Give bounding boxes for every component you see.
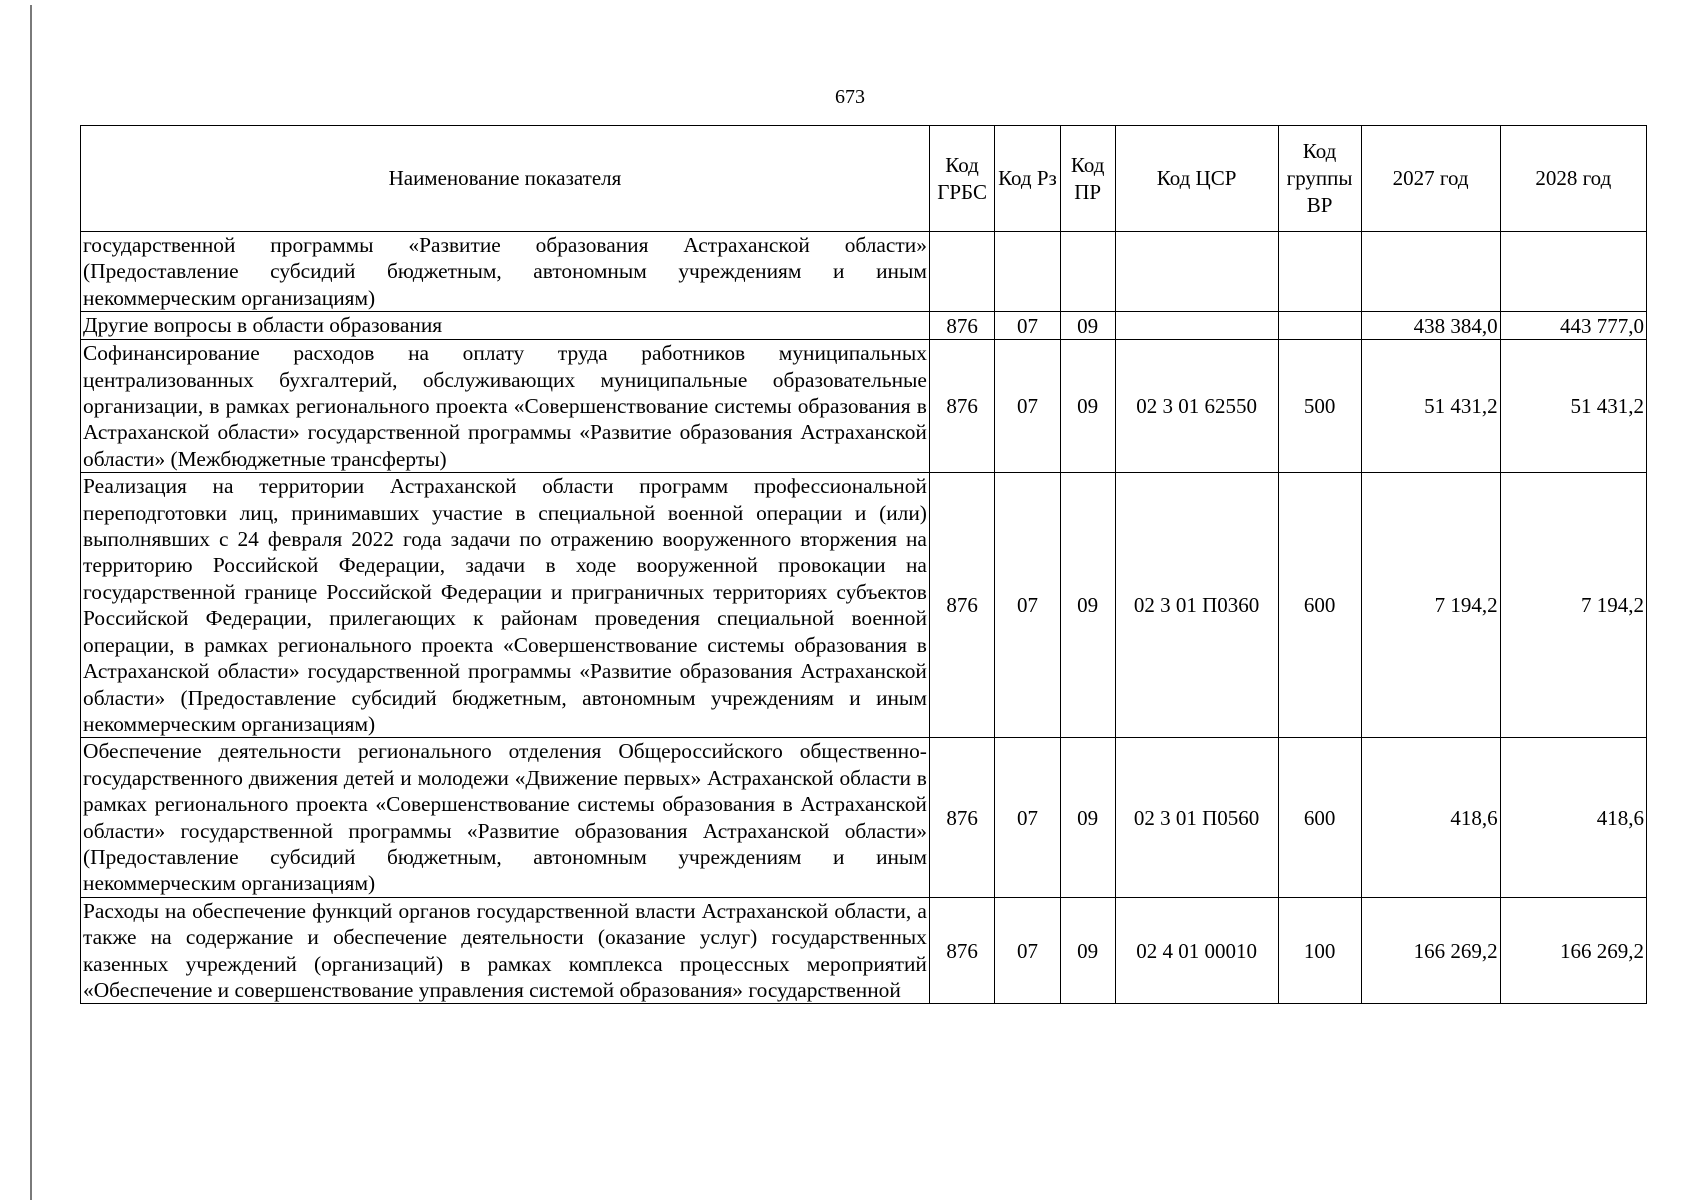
row-grbs: 876: [929, 897, 994, 1004]
row-name: Софинансирование расходов на оплату труда работников муниципальных централизованных бухгалтерий, обслуживающих муниципальные образовательные организации, в рамках регионального проекта «Совершенствование системы образования в Астраханской области» государственной программы «Развитие образования Астраханской области» (Межбюджетные трансферты): [81, 340, 930, 473]
header-vr: Код группы ВР: [1278, 126, 1361, 232]
row-2028: 7 194,2: [1500, 473, 1646, 738]
row-name: Реализация на территории Астраханской области программ профессиональной переподготовки лиц, принимавших участие в специальной военной операции и (или) выполнявших с 24 февраля 2022 года задачи по отражению вооруженного вторжения на территорию Российской Федерации, задачи в ходе вооруженной провокации на государственной границе Российской Федерации и приграничных территориях субъектов Российской Федерации, прилегающих к районам проведения специальной военной операции, в рамках регионального проекта «Совершенствование системы образования в Астраханской области» государственной программы «Развитие образования Астраханской области» (Предоставление субсидий бюджетным, автономным учреждениям и иным некоммерческим организациям): [81, 473, 930, 738]
row-rz: [995, 232, 1060, 312]
row-csr: 02 4 01 00010: [1115, 897, 1278, 1004]
table-row: [81, 738, 1647, 897]
row-2027: 166 269,2: [1361, 897, 1500, 1004]
row-rz: 07: [995, 340, 1060, 473]
row-2027: [1361, 232, 1500, 312]
row-csr: 02 3 01 П0360: [1115, 473, 1278, 738]
row-2028: 443 777,0: [1500, 312, 1646, 340]
row-csr: 02 3 01 П0560: [1115, 738, 1278, 897]
budget-table: [80, 125, 1647, 1004]
row-name: Другие вопросы в области образования: [81, 312, 930, 340]
budget-table-container: [80, 125, 1647, 1004]
header-pr: Код ПР: [1060, 126, 1115, 232]
row-csr: 02 3 01 62550: [1115, 340, 1278, 473]
row-rz: 07: [995, 473, 1060, 738]
header-csr: Код ЦСР: [1115, 126, 1278, 232]
row-vr: [1278, 312, 1361, 340]
row-name: Обеспечение деятельности регионального отделения Общероссийского общественно-государственного движения детей и молодежи «Движение первых» Астраханской области в рамках регионального проекта «Совершенствование системы образования в Астраханской области» государственной программы «Развитие образования Астраханской области» (Предоставление субсидий бюджетным, автономным учреждениям и иным некоммерческим организациям): [81, 738, 930, 897]
row-2028: 51 431,2: [1500, 340, 1646, 473]
row-vr: 500: [1278, 340, 1361, 473]
row-rz: 07: [995, 897, 1060, 1004]
row-2028: [1500, 232, 1646, 312]
table-row: [81, 897, 1647, 1004]
table-row: [81, 232, 1647, 312]
row-2027: 51 431,2: [1361, 340, 1500, 473]
row-name: Расходы на обеспечение функций органов государственной власти Астраханской области, а также на содержание и обеспечение деятельности (оказание услуг) государственных казенных учреждений (организаций) в рамках комплекса процессных мероприятий «Обеспечение и совершенствование управления системой образования» государственной: [81, 897, 930, 1004]
page-binding-line: [30, 5, 32, 1200]
row-grbs: 876: [929, 738, 994, 897]
header-name: Наименование показателя: [81, 126, 930, 232]
row-vr: 600: [1278, 738, 1361, 897]
table-row: [81, 473, 1647, 738]
row-csr: [1115, 232, 1278, 312]
row-vr: [1278, 232, 1361, 312]
table-row: [81, 340, 1647, 473]
row-grbs: 876: [929, 312, 994, 340]
header-grbs: Код ГРБС: [929, 126, 994, 232]
row-vr: 600: [1278, 473, 1361, 738]
row-pr: 09: [1060, 473, 1115, 738]
row-vr: 100: [1278, 897, 1361, 1004]
row-2028: 418,6: [1500, 738, 1646, 897]
row-rz: 07: [995, 738, 1060, 897]
row-pr: 09: [1060, 340, 1115, 473]
row-grbs: 876: [929, 473, 994, 738]
header-2027: 2027 год: [1361, 126, 1500, 232]
row-pr: [1060, 232, 1115, 312]
row-csr: [1115, 312, 1278, 340]
row-name: государственной программы «Развитие образования Астраханской области» (Предоставление субсидий бюджетным, автономным учреждениям и иным некоммерческим организациям): [81, 232, 930, 312]
page-number: 673: [835, 86, 865, 108]
header-2028: 2028 год: [1500, 126, 1646, 232]
row-rz: 07: [995, 312, 1060, 340]
row-2028: 166 269,2: [1500, 897, 1646, 1004]
row-pr: 09: [1060, 738, 1115, 897]
row-pr: 09: [1060, 312, 1115, 340]
table-header-row: [81, 126, 1647, 232]
row-2027: 418,6: [1361, 738, 1500, 897]
row-pr: 09: [1060, 897, 1115, 1004]
row-2027: 438 384,0: [1361, 312, 1500, 340]
row-grbs: [929, 232, 994, 312]
row-2027: 7 194,2: [1361, 473, 1500, 738]
table-row: [81, 312, 1647, 340]
row-grbs: 876: [929, 340, 994, 473]
header-rz: Код Рз: [995, 126, 1060, 232]
